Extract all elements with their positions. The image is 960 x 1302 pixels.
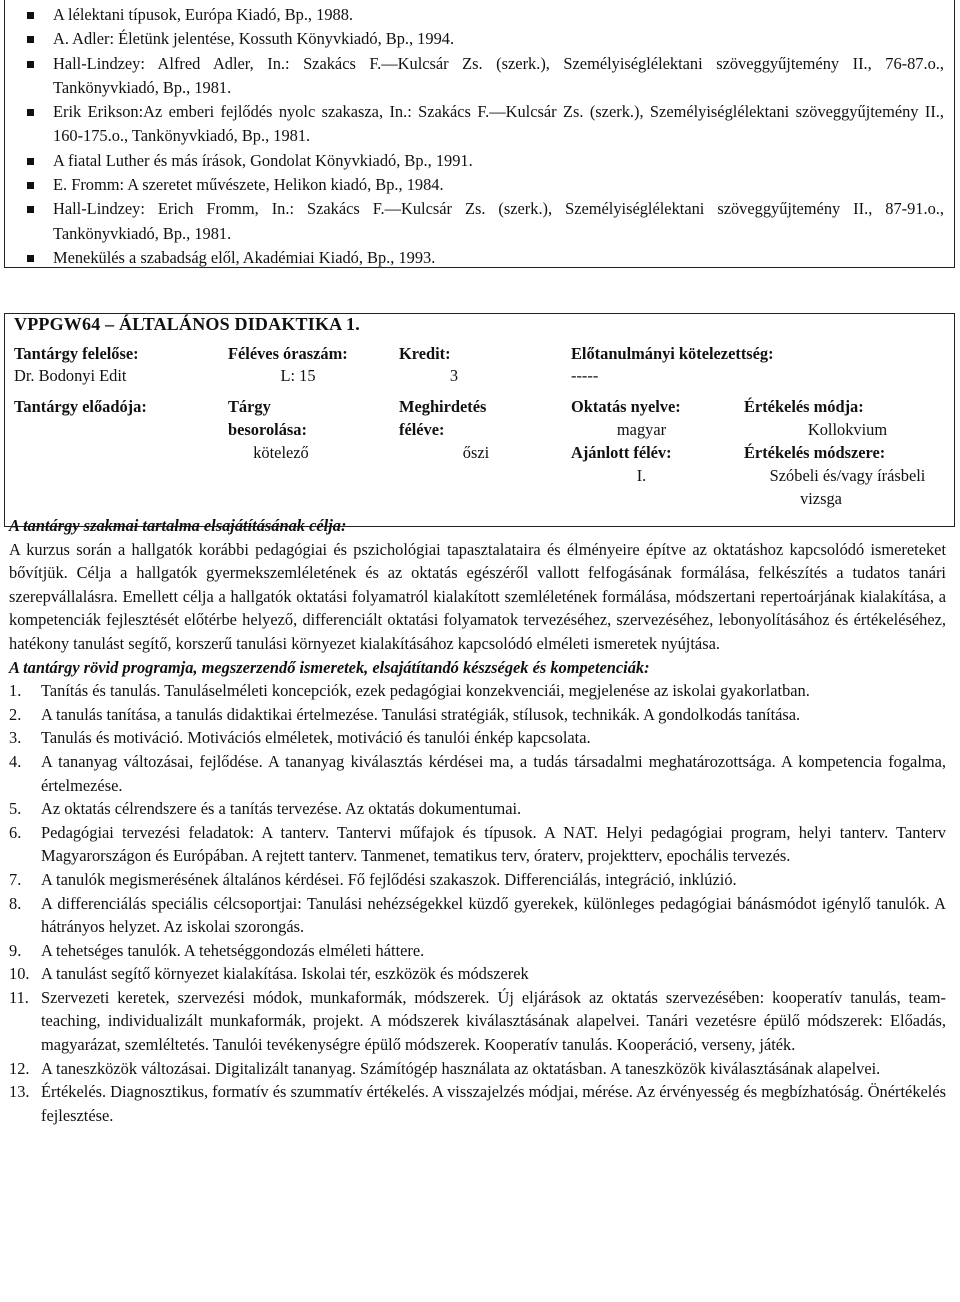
literature-item: Hall-Lindzey: Erich Fromm, In.: Szakács F.—Kulcsár Zs. (szerk.), Személyiséglélektani szöveggyűjtemény II., 87-91.o., Tankönyvkiadó, Bp., 1981. [5,197,954,246]
prereq-value: ----- [571,366,599,385]
prereq-label: Előtanulmányi kötelezettség: [571,344,774,363]
literature-item: A. Adler: Életünk jelentése, Kossuth Könyvkiadó, Bp., 1994. [5,27,954,51]
semester-label-line-2: féléve: [399,420,445,439]
responsible-value: Dr. Bodonyi Edit [14,366,127,385]
program-item: 4. A tananyag változásai, fejlődése. A tananyag kiválasztás kérdései ma, a tudás társadalmi meghatározottsága. A kompetencia fogalma, értelmezése. [9,751,946,795]
square-bullet-icon [27,36,34,43]
language-label: Oktatás nyelve: [571,397,681,416]
semester-label-line-1: Meghirdetés [399,397,487,416]
eval-method-value-line-2: vizsga [800,489,842,508]
goal-text: A kurzus során a hallgatók korábbi pedagógiai és pszichológiai tapasztalataira és élményeire építve az oktatáshoz kapcsolódó ismereteket bővítjük. Célja a hallgatók gyermekszemléletének és az oktatás egészéről vallott felfogásának formálása, felkészítés a tudatos tanári szerepvállalásra. Emellett célja a hallgatók oktatási folyamatról kialakított szemléletének formálása, módszertani repertoárjának kialakítása, a kompetenciák fejlesztését előtérbe helyező, differenciált oktatási folyamatok tervezéséhez, szervezéséhez, lebonyolításához és értékeléséhez, hatékony tanulást segítő, korszerű tanulási környezet kialakításához kapcsolódó elméleti ismeretek nyújtása. [9,539,946,653]
square-bullet-icon [27,206,34,213]
square-bullet-icon [27,158,34,165]
literature-item: Hall-Lindzey: Alfred Adler, In.: Szakács F.—Kulcsár Zs. (szerk.), Személyiséglélektani szöveggyűjtemény II., 76-87.o., Tankönyvkiadó, Bp., 1981. [5,52,954,101]
literature-item: E. Fromm: A szeretet művészete, Helikon kiadó, Bp., 1984. [5,173,954,197]
program-list [9,679,946,1127]
class-label-line-2: besorolása: [228,420,307,439]
square-bullet-icon [27,61,34,68]
program-item: 5. Az oktatás célrendszere és a tanítás tervezése. Az oktatás dokumentumai. [9,799,522,819]
responsible-label: Tantárgy felelőse: [14,344,139,363]
eval-mode-value: Kollokvium [807,420,888,439]
program-item: 1. Tanítás és tanulás. Tanuláselméleti koncepciók, ezek pedagógiai konzekvenciái, megjelenése az iskolai gyakorlatban. [9,681,810,701]
literature-item: A fiatal Luther és más írások, Gondolat Könyvkiadó, Bp., 1991. [5,149,954,173]
program-item: 8. A differenciálás speciális célcsoportjai: Tanulási nehézségekkel küzdő gyerekek, különleges pedagógiai bánásmódot igénylő tanulók. A hátrányos helyzet. Az iskolai szorongás. [9,893,946,937]
program-item: 11. Szervezeti keretek, szervezési módok, munkaformák, módszerek. Új eljárások az oktatás szervezésében: kooperatív tanulás, team-teaching, individualizált munkaformák, projekt. A módszerek kiválasztásának alapelvei. Tanári vezetésre épülő módszerek: Előadás, magyarázat, szemléltetés. Tanulói tevékenységre épülő módszerek. Kooperatív tanulás. Kooperáció, verseny, játék. [9,987,946,1055]
literature-list [5,0,954,270]
hours-value: L: 15 [280,366,316,385]
class-label-line-1: Tárgy [228,397,271,416]
credit-label: Kredit: [399,344,451,363]
square-bullet-icon [27,12,34,19]
program-heading: A tantárgy rövid programja, megszerzendő ismeretek, elsajátítandó készségek és kompetenciák: [9,657,650,677]
program-item: 3. Tanulás és motiváció. Motivációs elméletek, motiváció és tanulói énkép kapcsolata. [9,728,591,748]
eval-method-value-line-1: Szóbeli és/vagy írásbeli [769,466,926,485]
course-info-table [4,313,955,527]
course-title: VPPGW64 – ÁLTALÁNOS DIDAKTIKA 1. [14,314,360,334]
program-item: 2. A tanulás tanítása, a tanulás didaktikai értelmezése. Tanulási stratégiák, stílusok, technikák. A gondolkodás tanítása. [9,704,801,724]
square-bullet-icon [27,109,34,116]
program-item: 12. A taneszközök változásai. Digitalizált tananyag. Számítógép használata az oktatásban. A taneszközök kiválasztásának alapelvei. [9,1058,881,1078]
lecturer-label: Tantárgy előadója: [14,397,147,416]
square-bullet-icon [27,255,34,262]
credit-value: 3 [449,366,459,385]
program-item: 6. Pedagógiai tervezési feladatok: A tanterv. Tantervi műfajok és típusok. A NAT. Helyi pedagógiai program, helyi tanterv. Tanterv Magyarországon és Európában. A rejtett tanterv. Tanmenet, tematikus terv, óraterv, projektterv, epochális tervezés. [9,822,946,866]
goal-heading: A tantárgy szakmai tartalma elsajátításának célja: [9,516,347,535]
program-item: 10. A tanulást segítő környezet kialakítása. Iskolai tér, eszközök és módszerek [9,964,529,984]
eval-method-label: Értékelés módszere: [744,443,886,462]
recommended-semester-value: I. [636,466,647,485]
literature-item: Menekülés a szabadság elől, Akadémiai Kiadó, Bp., 1993. [5,246,954,270]
literature-box [4,0,955,268]
program-item: 13. Értékelés. Diagnosztikus, formatív és szummatív értékelés. A visszajelzés módjai, mérése. Az érvényesség és megbízhatóság. Önértékelés fejlesztése. [9,1082,946,1125]
literature-item: A lélektani típusok, Európa Kiadó, Bp., 1988. [5,3,954,27]
course-description [9,514,946,1127]
recommended-semester-label: Ajánlott félév: [571,443,672,462]
semester-value: őszi [462,443,490,462]
program-item: 7. A tanulók megismerésének általános kérdései. Fő fejlődési szakaszok. Differenciálás, integráció, inklúzió. [9,869,737,889]
square-bullet-icon [27,182,34,189]
language-value: magyar [616,420,667,439]
class-value: kötelező [253,443,309,462]
eval-mode-label: Értékelés módja: [744,397,864,416]
literature-item: Erik Erikson:Az emberi fejlődés nyolc szakasza, In.: Szakács F.—Kulcsár Zs. (szerk.), Személyiséglélektani szöveggyűjtemény II., 160-175.o., Tankönyvkiadó, Bp., 1981. [5,100,954,149]
hours-label: Féléves óraszám: [228,344,348,363]
program-item: 9. A tehetséges tanulók. A tehetséggondozás elméleti háttere. [9,940,425,960]
